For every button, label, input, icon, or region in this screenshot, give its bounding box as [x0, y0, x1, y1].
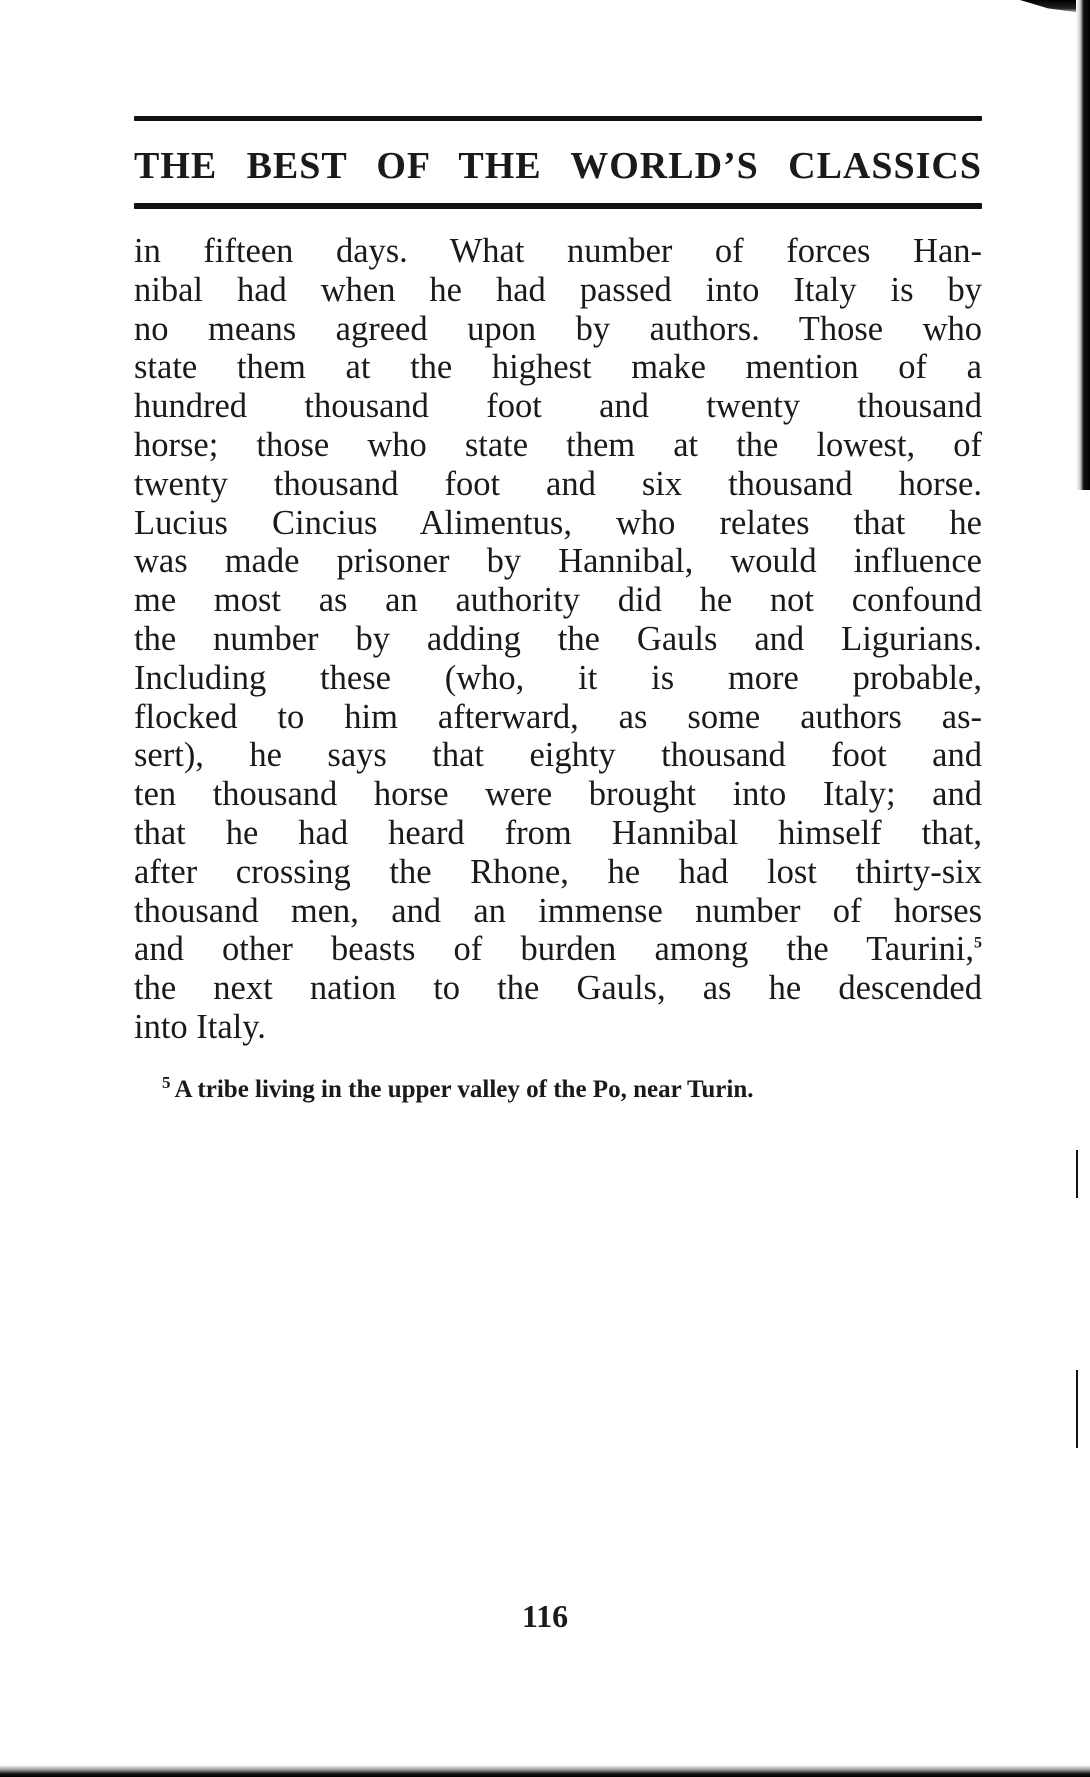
scan-edge-mark: [1076, 1370, 1078, 1448]
header-rule-top: [134, 116, 982, 121]
text-line: Lucius Cincius Alimentus, who relates that he: [134, 503, 982, 542]
header-rule-bottom: [134, 203, 982, 209]
running-head: THE BEST OF THE WORLD’S CLASSICS: [134, 145, 982, 187]
scan-edge-bottom: [0, 1765, 1090, 1777]
footnote: [162, 1072, 982, 1105]
body-text: [134, 232, 982, 1047]
text-line: the number by adding the Gauls and Ligurians.: [134, 619, 982, 658]
text-line: into Italy.: [134, 1007, 266, 1046]
text-line: and other beasts of burden among the Taurini,: [134, 930, 974, 969]
footnote-number: 5: [162, 1072, 171, 1092]
text-line: twenty thousand foot and six thousand horse.: [134, 464, 982, 503]
footnote-reference: 5: [974, 934, 982, 952]
text-line: no means agreed upon by authors. Those who: [134, 309, 982, 348]
text-line: was made prisoner by Hannibal, would influence: [134, 542, 982, 581]
text-line: hundred thousand foot and twenty thousand: [134, 387, 982, 426]
text-line: thousand men, and an immense number of horses: [134, 891, 982, 930]
text-line: Including these (who, it is more probable,: [134, 658, 982, 697]
text-line: state them at the highest make mention of a: [134, 348, 982, 387]
text-line: horse; those who state them at the lowest, of: [134, 425, 982, 464]
text-line: in fifteen days. What number of forces Han-: [134, 232, 982, 270]
text-line-with-footnote-ref: [134, 930, 982, 969]
text-line: ten thousand horse were brought into Italy; and: [134, 775, 982, 814]
footnote-text: A tribe living in the upper valley of the Po, near Turin.: [174, 1076, 754, 1103]
text-line: the next nation to the Gauls, as he descended: [134, 969, 982, 1008]
text-line: me most as an authority did he not confound: [134, 581, 982, 620]
text-line: that he had heard from Hannibal himself that,: [134, 813, 982, 852]
text-line: after crossing the Rhone, he had lost thirty-six: [134, 852, 982, 891]
scan-edge-mark: [1076, 1150, 1078, 1198]
scan-edge-right: [1076, 0, 1090, 490]
page-number: 116: [521, 1598, 569, 1634]
text-line: flocked to him afterward, as some authors as-: [134, 697, 982, 736]
text-line: nibal had when he had passed into Italy is by: [134, 270, 982, 309]
text-line: sert), he says that eighty thousand foot and: [134, 736, 982, 775]
